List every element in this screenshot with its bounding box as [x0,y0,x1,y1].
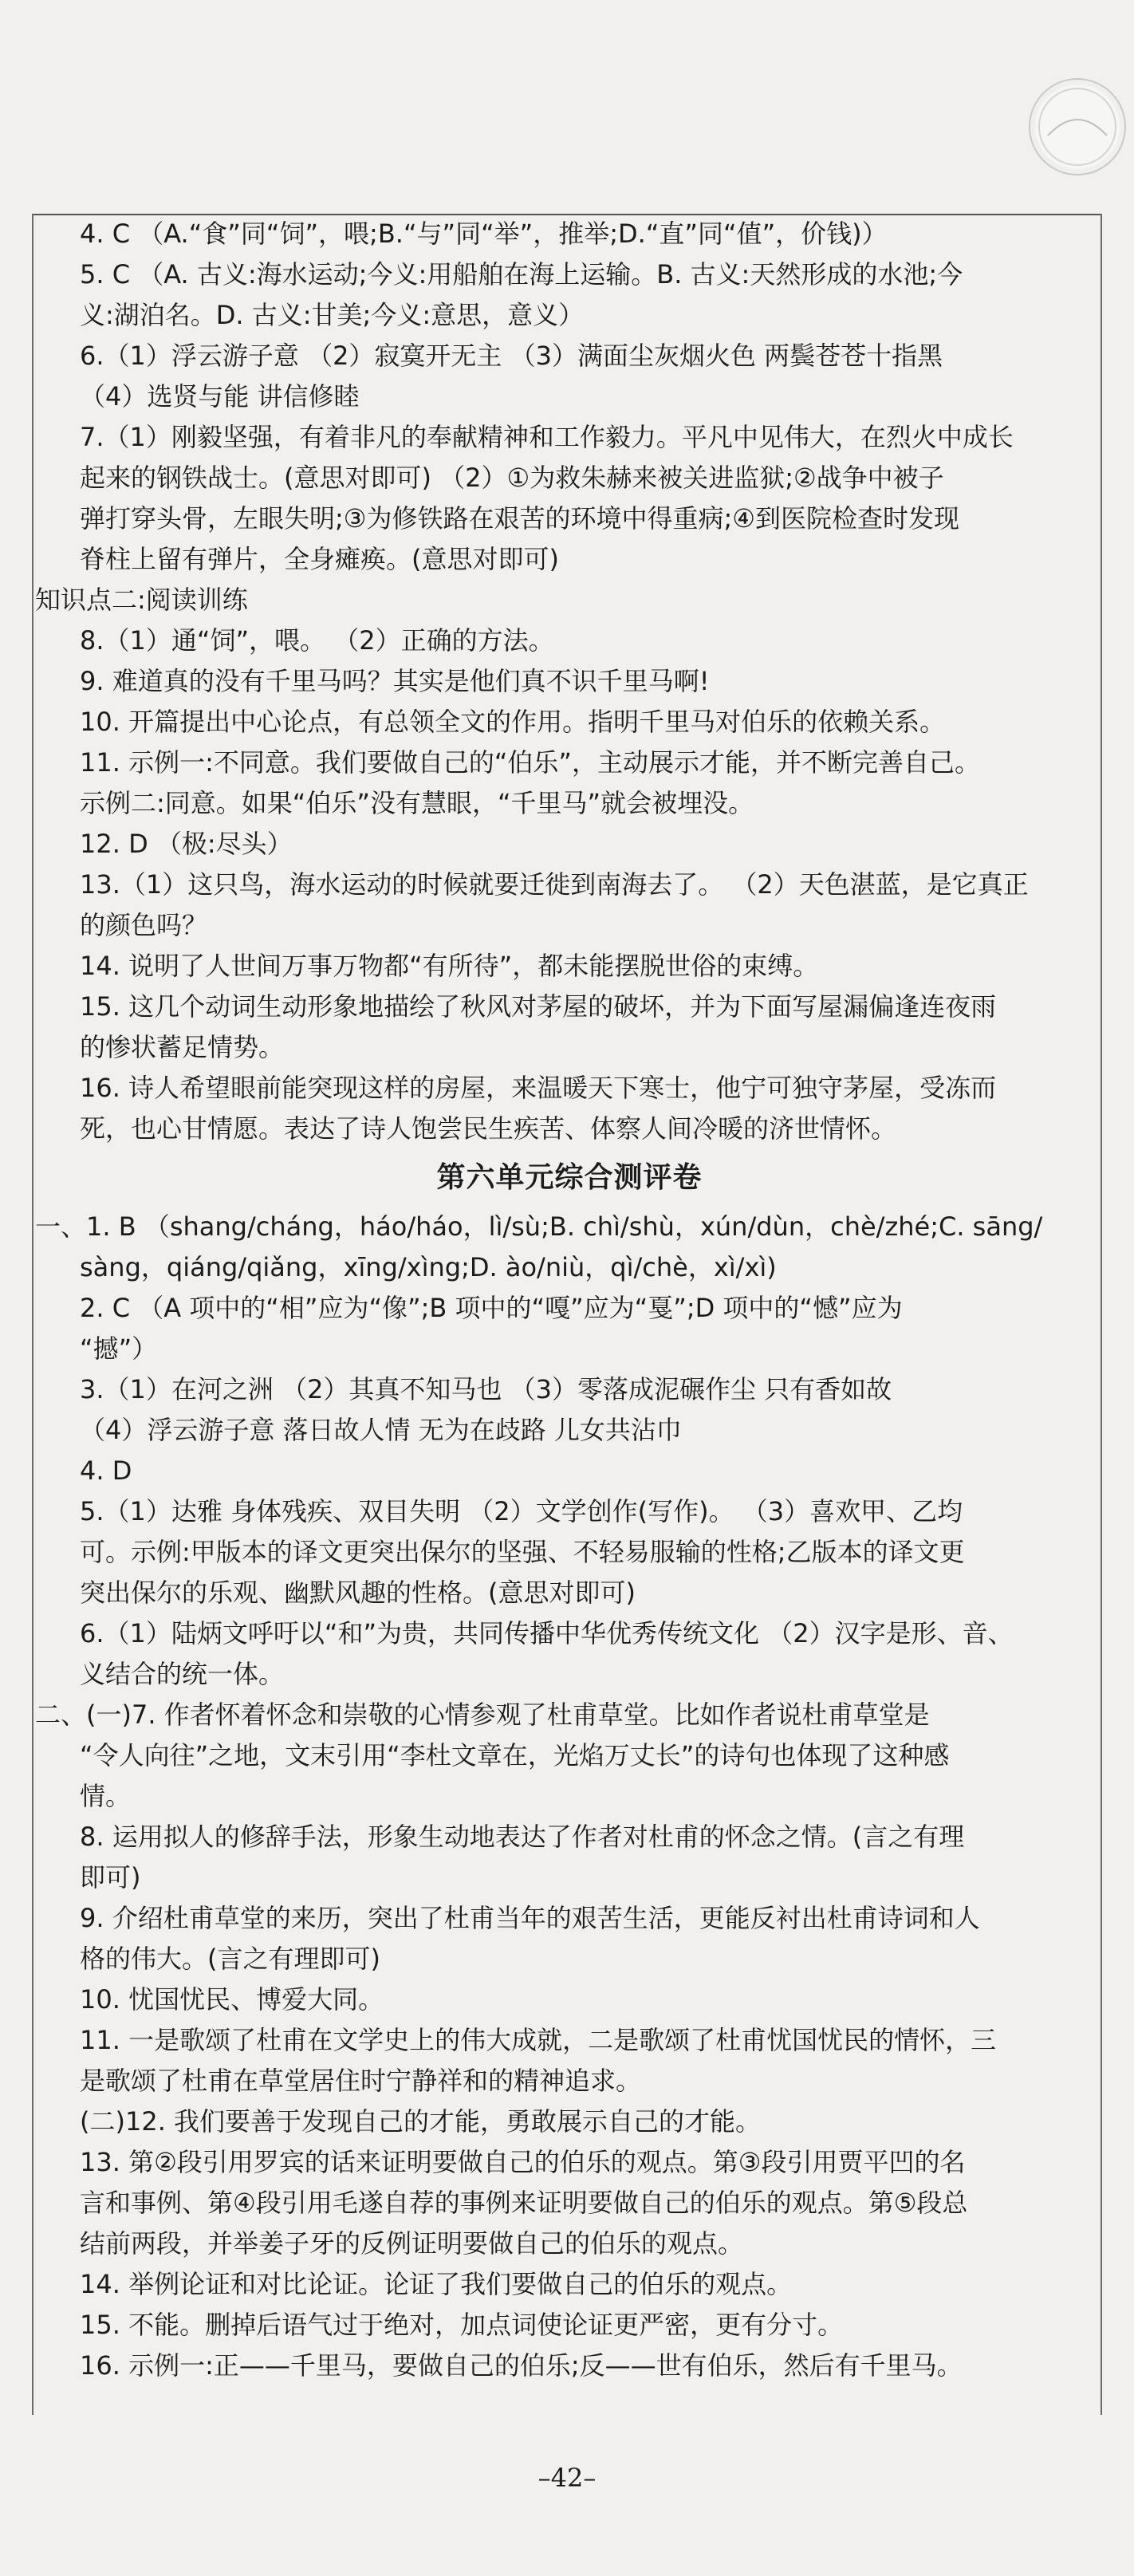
answer-line: 10. 忧国忧民、博爱大同。 [80,1984,384,2015]
section-heading: 知识点二:阅读训练 [35,585,248,615]
school-stamp-seal [1029,78,1126,175]
unit-title: 第六单元综合测评卷 [436,1161,703,1194]
answer-line: 16. 示例一:正——千里马，要做自己的伯乐;反——世有伯乐，然后有千里马。 [80,2350,963,2381]
answer-line: 格的伟大。(言之有理即可) [80,1944,380,1974]
answer-line: 9. 难道真的没有千里马吗？其实是他们真不识千里马啊! [80,666,710,696]
answer-line: 言和事例、第④段引用毛遂自荐的事例来证明要做自己的伯乐的观点。第⑤段总 [80,2188,968,2218]
answer-line: 10. 开篇提出中心论点，有总领全文的作用。指明千里马对伯乐的依赖关系。 [80,707,946,737]
answer-line: 14. 说明了人世间万事万物都“有所待”，都未能摆脱世俗的束缚。 [80,951,819,981]
answer-line: 11. 一是歌颂了杜甫在文学史上的伟大成就，二是歌颂了杜甫忧国忧民的情怀，三 [80,2025,997,2055]
answer-line: 12. D （极:尽头） [80,829,293,859]
answer-line: 死，也心甘情愿。表达了诗人饱尝民生疾苦、体察人间冷暖的济世情怀。 [80,1113,897,1144]
answer-line: 5.（1）达雅 身体残疾、双目失明 （2）文学创作(写作)。 （3）喜欢甲、乙均 [80,1496,963,1526]
answer-line: 情。 [80,1781,132,1811]
answer-line: 结前两段，并举姜子牙的反例证明要做自己的伯乐的观点。 [80,2228,744,2259]
answer-line: 7.（1）刚毅坚强，有着非凡的奉献精神和工作毅力。平凡中见伟大，在烈火中成长 [80,422,1014,452]
answer-line: 14. 举例论证和对比论证。论证了我们要做自己的伯乐的观点。 [80,2269,793,2299]
answer-line: 4. D [80,1455,132,1486]
answer-key-content [35,214,1104,2386]
answer-line: 8. 运用拟人的修辞手法，形象生动地表达了作者对杜甫的怀念之情。(言之有理 [80,1822,965,1852]
answer-line: 一、1. B （shang/cháng，háo/háo，lì/sù;B. chì/shù，xún/dùn，chè/zhé;C. sāng/ [35,1211,1043,1242]
answer-line: 15. 不能。删掉后语气过于绝对，加点词使论证更严密，更有分寸。 [80,2310,844,2340]
answer-line: “撼”） [80,1333,158,1364]
answer-line: (二)12. 我们要善于发现自己的才能，勇敢展示自己的才能。 [80,2106,762,2137]
answer-line: 义:湖泊名。D. 古义:甘美;今义:意思，意义） [80,300,585,330]
answer-line: （4）选贤与能 讲信修睦 [80,381,360,412]
answer-line: 即可) [80,1862,141,1893]
answer-line: 示例二:同意。如果“伯乐”没有慧眼，“千里马”就会被埋没。 [80,788,754,818]
answer-line: 弹打穿头骨，左眼失明;③为修铁路在艰苦的环境中得重病;④到医院检查时发现 [80,503,959,534]
answer-line: 3.（1）在河之洲 （2）其真不知马也 （3）零落成泥碾作尘 只有香如故 [80,1374,892,1404]
answer-line: sàng，qiáng/qiǎng，xīng/xìng;D. ào/niù，qì/chè，xì/xì) [80,1252,777,1282]
answer-line: 义结合的统一体。 [80,1659,285,1689]
answer-line: 6.（1）浮云游子意 （2）寂寞开无主 （3）满面尘灰烟火色 两鬓苍苍十指黑 [80,341,943,371]
answer-line: 13. 第②段引用罗宾的话来证明要做自己的伯乐的观点。第③段引用贾平凹的名 [80,2147,966,2177]
answer-line: 的惨状蓄足情势。 [80,1032,285,1062]
answer-line: 16. 诗人希望眼前能突现这样的房屋，来温暖天下寒士，他宁可独守茅屋，受冻而 [80,1073,997,1103]
answer-line: 8.（1）通“饲”，喂。 （2）正确的方法。 [80,625,554,656]
answer-line: 可。示例:甲版本的译文更突出保尔的坚强、不轻易服输的性格;乙版本的译文更 [80,1537,965,1567]
left-margin-line [32,214,33,2415]
answer-line: “令人向往”之地，文末引用“李杜文章在，光焰万丈长”的诗句也体现了这种感 [80,1740,950,1771]
answer-line: 11. 示例一:不同意。我们要做自己的“伯乐”，主动展示才能，并不断完善自己。 [80,747,981,778]
answer-line: 4. C （A.“食”同“饲”，喂;B.“与”同“举”，推举;D.“直”同“值”，价钱)） [80,219,888,249]
answer-line: 9. 介绍杜甫草堂的来历，突出了杜甫当年的艰苦生活，更能反衬出杜甫诗词和人 [80,1903,980,1933]
answer-line: 5. C （A. 古义:海水运动;今义:用船舶在海上运输。B. 古义:天然形成的水池;今 [80,259,963,290]
answer-line: 15. 这几个动词生动形象地描绘了秋风对茅屋的破坏，并为下面写屋漏偏逢连夜雨 [80,991,997,1022]
answer-line: 2. C （A 项中的“相”应为“像”;B 项中的“嘎”应为“戛”;D 项中的“憾”应为 [80,1293,903,1323]
answer-line: 13.（1）这只鸟，海水运动的时候就要迁徙到南海去了。 （2）天色湛蓝，是它真正 [80,869,1029,900]
answer-line: 脊柱上留有弹片，全身瘫痪。(意思对即可) [80,544,559,574]
answer-line: 起来的钢铁战士。(意思对即可) （2）①为救朱赫来被关进监狱;②战争中被子 [80,463,944,493]
answer-line: 突出保尔的乐观、幽默风趣的性格。(意思对即可) [80,1578,636,1608]
page-number: –42– [537,2463,597,2493]
answer-line: 的颜色吗？ [80,910,208,940]
answer-line: 是歌颂了杜甫在草堂居住时宁静祥和的精神追求。 [80,2066,642,2096]
answer-line: 二、(一)7. 作者怀着怀念和崇敬的心情参观了杜甫草堂。比如作者说杜甫草堂是 [35,1700,930,1730]
answer-line: （4）浮云游子意 落日故人情 无为在歧路 儿女共沾巾 [80,1415,682,1445]
answer-line: 6.（1）陆炳文呼吁以“和”为贵，共同传播中华优秀传统文化 （2）汉字是形、音、 [80,1618,1014,1648]
